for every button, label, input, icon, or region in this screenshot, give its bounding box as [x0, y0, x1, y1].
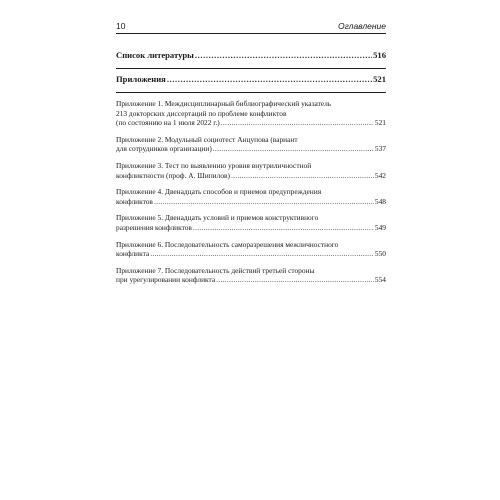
- toc-appendix-entry[interactable]: [116, 213, 386, 232]
- dot-leader: [231, 171, 374, 181]
- toc-appendix-page: 537: [374, 144, 386, 154]
- dot-leader: [154, 197, 374, 207]
- toc-appendix-last-line: [116, 118, 386, 128]
- dot-leader: [221, 118, 374, 128]
- header-rule: [116, 33, 386, 34]
- toc-appendix-line: Приложение 4. Двенадцать способов и приемов предупреждения: [116, 187, 322, 197]
- toc-appendix-page: 542: [374, 170, 386, 180]
- dot-leader: [216, 275, 374, 285]
- toc-appendix-text: (по состоянию на 1 июля 2022 г.): [116, 118, 220, 128]
- toc-appendix-text: разрешения конфликтов: [116, 222, 192, 232]
- section-divider: [116, 68, 386, 69]
- running-head: [116, 20, 386, 34]
- toc-entry-page: 521: [373, 74, 386, 84]
- toc-appendix-line: Приложение 6. Последовательность саморазрешения межличностного: [116, 239, 339, 249]
- dot-leader: [167, 73, 372, 85]
- dot-leader: [150, 249, 374, 259]
- toc-appendix-line: Приложение 7. Последовательность действий третьей стороны: [116, 265, 315, 275]
- toc-appendix-last-line: [116, 171, 386, 181]
- toc-appendix-text: конфликтности (проф. А. Шипилов): [116, 170, 230, 180]
- toc-appendix-last-line: [116, 197, 386, 207]
- toc-appendix-line: Приложение 3. Тест по выявлению уровня внутриличностной: [116, 160, 312, 170]
- toc-appendix-text: при урегулировании конфликта: [116, 275, 216, 285]
- book-page: [116, 0, 386, 500]
- dot-leader: [193, 223, 374, 233]
- toc-appendix-line: 213 докторских диссертаций по проблеме конфликтов: [116, 108, 287, 118]
- dot-leader: [213, 144, 374, 154]
- toc-appendix-page: 521: [374, 118, 386, 128]
- toc-appendix-entry[interactable]: [116, 187, 386, 206]
- page-number: 10: [116, 21, 126, 31]
- toc-appendix-page: 549: [374, 222, 386, 232]
- toc-appendix-page: 548: [374, 196, 386, 206]
- toc-appendix-page: 554: [374, 275, 386, 285]
- toc-appendix-last-line: [116, 144, 386, 154]
- toc-entry-bibliography[interactable]: [116, 49, 386, 61]
- toc-appendix-entry[interactable]: [116, 135, 386, 154]
- toc-appendix-entry[interactable]: [116, 266, 386, 285]
- toc-appendix-entry[interactable]: [116, 99, 386, 128]
- running-head-title: Оглавление: [337, 21, 386, 31]
- toc-appendix-text: конфликтов: [116, 196, 153, 206]
- dot-leader: [195, 49, 372, 61]
- toc-appendix-text: конфликта: [116, 249, 150, 259]
- toc-appendix-page: 550: [374, 249, 386, 259]
- section-divider: [116, 92, 386, 93]
- table-of-contents: [116, 45, 386, 292]
- toc-appendix-last-line: [116, 275, 386, 285]
- toc-appendix-last-line: [116, 249, 386, 259]
- appendix-list: [116, 99, 386, 285]
- toc-appendix-last-line: [116, 223, 386, 233]
- toc-entry-title: Список литературы: [116, 50, 194, 60]
- toc-appendix-line: Приложение 2. Модульный социотест Анцупова (вариант: [116, 134, 298, 144]
- toc-appendix-entry[interactable]: [116, 240, 386, 259]
- toc-appendix-entry[interactable]: [116, 161, 386, 180]
- toc-entry-appendices[interactable]: [116, 73, 386, 85]
- toc-appendix-text: для сотрудников организации): [116, 144, 212, 154]
- toc-appendix-line: Приложение 1. Междисциплинарный библиографический указатель: [116, 99, 332, 108]
- toc-entry-page: 516: [373, 50, 386, 60]
- toc-appendix-line: Приложение 5. Двенадцать условий и приемов конструктивного: [116, 213, 319, 223]
- toc-entry-title: Приложения: [116, 74, 166, 84]
